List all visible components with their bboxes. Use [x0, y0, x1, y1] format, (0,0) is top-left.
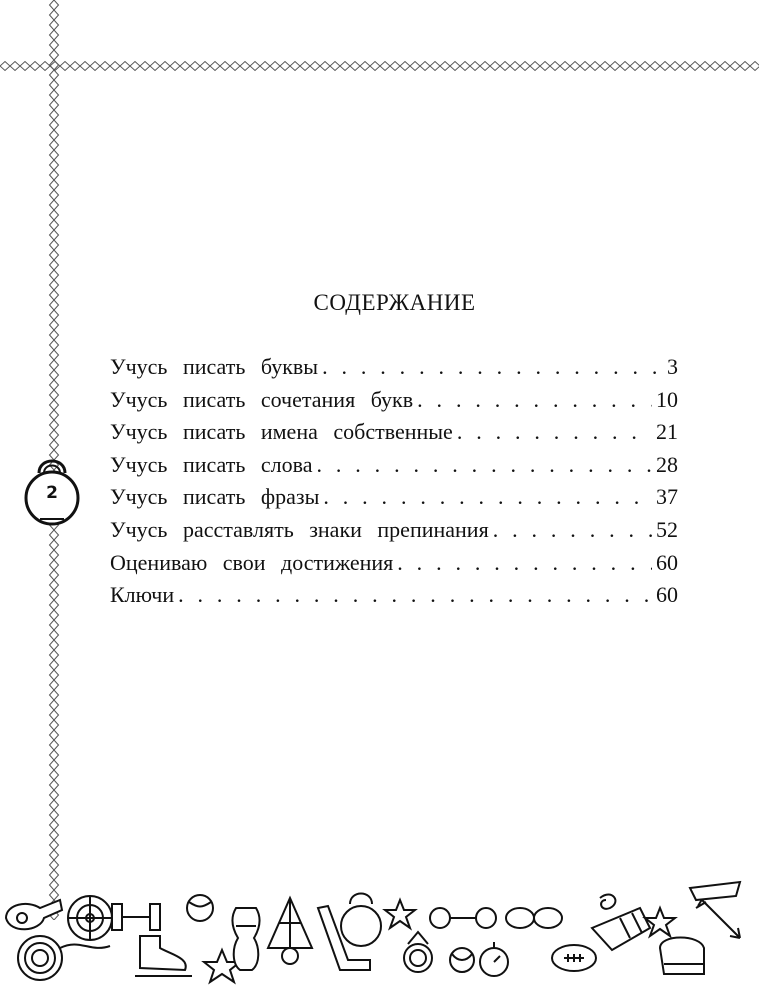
top-chain-border: [0, 58, 759, 74]
toc-page-number: 21: [656, 419, 678, 445]
toc-entry-title: Учусь расставлять знаки препинания: [110, 516, 489, 542]
star-icon: [645, 908, 675, 936]
toc-page-number: 10: [656, 386, 678, 412]
rope-coil-icon: [18, 936, 110, 980]
toc-page-number: 3: [667, 354, 678, 379]
leader-dots: [397, 550, 652, 576]
ball-icon: [187, 895, 213, 921]
page-number: 2: [46, 483, 58, 503]
flipper-icon: [592, 908, 650, 950]
toc-row[interactable]: [110, 452, 678, 485]
leader-dots: [178, 582, 652, 608]
leader-dots: [316, 452, 652, 478]
shuttlecock-icon: [268, 898, 312, 964]
target-icon: [68, 896, 112, 940]
toc-entry-title: Учусь писать слова: [110, 451, 313, 477]
toc-row[interactable]: [110, 387, 678, 420]
toc-row[interactable]: [110, 419, 678, 452]
arrow-icon: [696, 896, 740, 938]
football-icon: [552, 945, 596, 971]
ball-icon: [450, 948, 474, 972]
contents-title: СОДЕРЖАНИЕ: [313, 290, 476, 315]
leader-dots: [322, 354, 663, 380]
toc-page-number: 52: [656, 516, 678, 542]
toc-row[interactable]: [110, 582, 678, 615]
boxing-glove-icon: [660, 938, 704, 975]
toc-entry-title: Учусь писать имена собственные: [110, 419, 453, 445]
kettlebell-small-icon: [341, 894, 381, 947]
skate-icon: [135, 936, 192, 976]
whistle-icon: [6, 900, 62, 929]
dumbbell-icon: [112, 904, 160, 930]
bowling-pin-icon: [232, 908, 259, 970]
toc-entry-title: Учусь писать буквы: [110, 354, 319, 379]
toc-page-number: 37: [656, 484, 678, 510]
table-of-contents: [110, 354, 678, 615]
sports-doodle-border: [0, 878, 759, 988]
toc-entry-title: Ключи: [110, 582, 175, 608]
toc-row[interactable]: [110, 517, 678, 550]
leader-dots: [417, 387, 652, 413]
toc-row[interactable]: [110, 484, 678, 517]
stopwatch-icon: [480, 942, 508, 976]
toc-row[interactable]: [110, 550, 678, 583]
toc-row[interactable]: [110, 354, 678, 387]
toc-entry-title: Учусь писать сочетания букв: [110, 386, 414, 412]
star-icon: [385, 900, 415, 928]
swirl-icon: [600, 895, 615, 909]
leader-dots: [493, 517, 652, 543]
goggles-icon: [506, 908, 562, 928]
toc-entry-title: Учусь писать фразы: [110, 484, 320, 510]
leader-dots: [457, 419, 652, 445]
toc-page-number: 28: [656, 451, 678, 477]
toc-page-number: 60: [656, 582, 678, 608]
leader-dots: [323, 484, 652, 510]
toc-page-number: 60: [656, 549, 678, 575]
medal-icon: [404, 932, 432, 972]
dumbbell-icon: [430, 908, 496, 928]
toc-entry-title: Оцениваю свои достижения: [110, 549, 394, 575]
ribbon-icon: [690, 882, 740, 900]
